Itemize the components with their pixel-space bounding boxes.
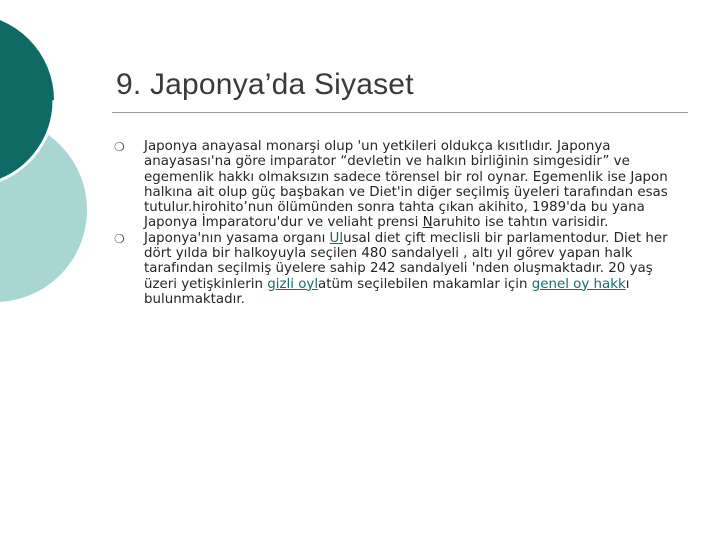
ulusal-link[interactable]: Ul bbox=[329, 230, 344, 246]
bullet-item-2 bbox=[114, 231, 674, 307]
genel-oy-hakki-link[interactable]: genel oy hakk bbox=[531, 276, 626, 292]
title-divider bbox=[112, 112, 688, 113]
bullet-2-text-d: ı bulunmaktadır. bbox=[144, 276, 630, 307]
bullet-1-text-a: Japonya anayasal monarşi olup 'un yetkileri oldukça kısıtlıdır. Japonya anayasası'na göre imparator “devletin ve halkın birliğinin simgesidir” ve egemenlik hakkı olmaksızın sadece törensel bir rol oynar. Egemenlik ise Japon halkına ait olup güç başbakan ve Diet'in diğer seçilmiş üyeleri tarafından esas tutulur.hirohito’nun ölümünden sonra tahta çıkan akihito, 1989'da bu yana Japonya İmparatoru'dur ve veliaht prensi bbox=[144, 139, 668, 231]
bullet-item-1 bbox=[114, 139, 674, 231]
gizli-oy-link[interactable]: gizli oyl bbox=[267, 276, 319, 292]
bullet-2-text-a: Japonya'nın yasama organı bbox=[144, 230, 330, 246]
bullet-list bbox=[114, 139, 674, 307]
circle-bullet-icon: ❍ bbox=[114, 140, 125, 154]
circle-bullet-icon: ❍ bbox=[114, 231, 125, 246]
bullet-1-underlined: N bbox=[422, 215, 433, 231]
bullet-1-text-b: aruhito ise tahtın varisidir. bbox=[432, 215, 609, 231]
slide-title: 9. Japonya’da Siyaset bbox=[116, 68, 414, 101]
bullet-2-text-b: usal diet çift meclisli bir parlamentodur. Diet her dört yılda bir halkoyuyla seçilen 480 sandalyeli , altı yıl görev yapan halk tarafından seçilmiş üyelere sahip 242 sandalyeli 'nden oluşmaktadır. 20 yaş üzeri yetişkinlerin bbox=[144, 230, 668, 292]
bullet-2-text-c: atüm seçilebilen makamlar için bbox=[318, 276, 532, 292]
